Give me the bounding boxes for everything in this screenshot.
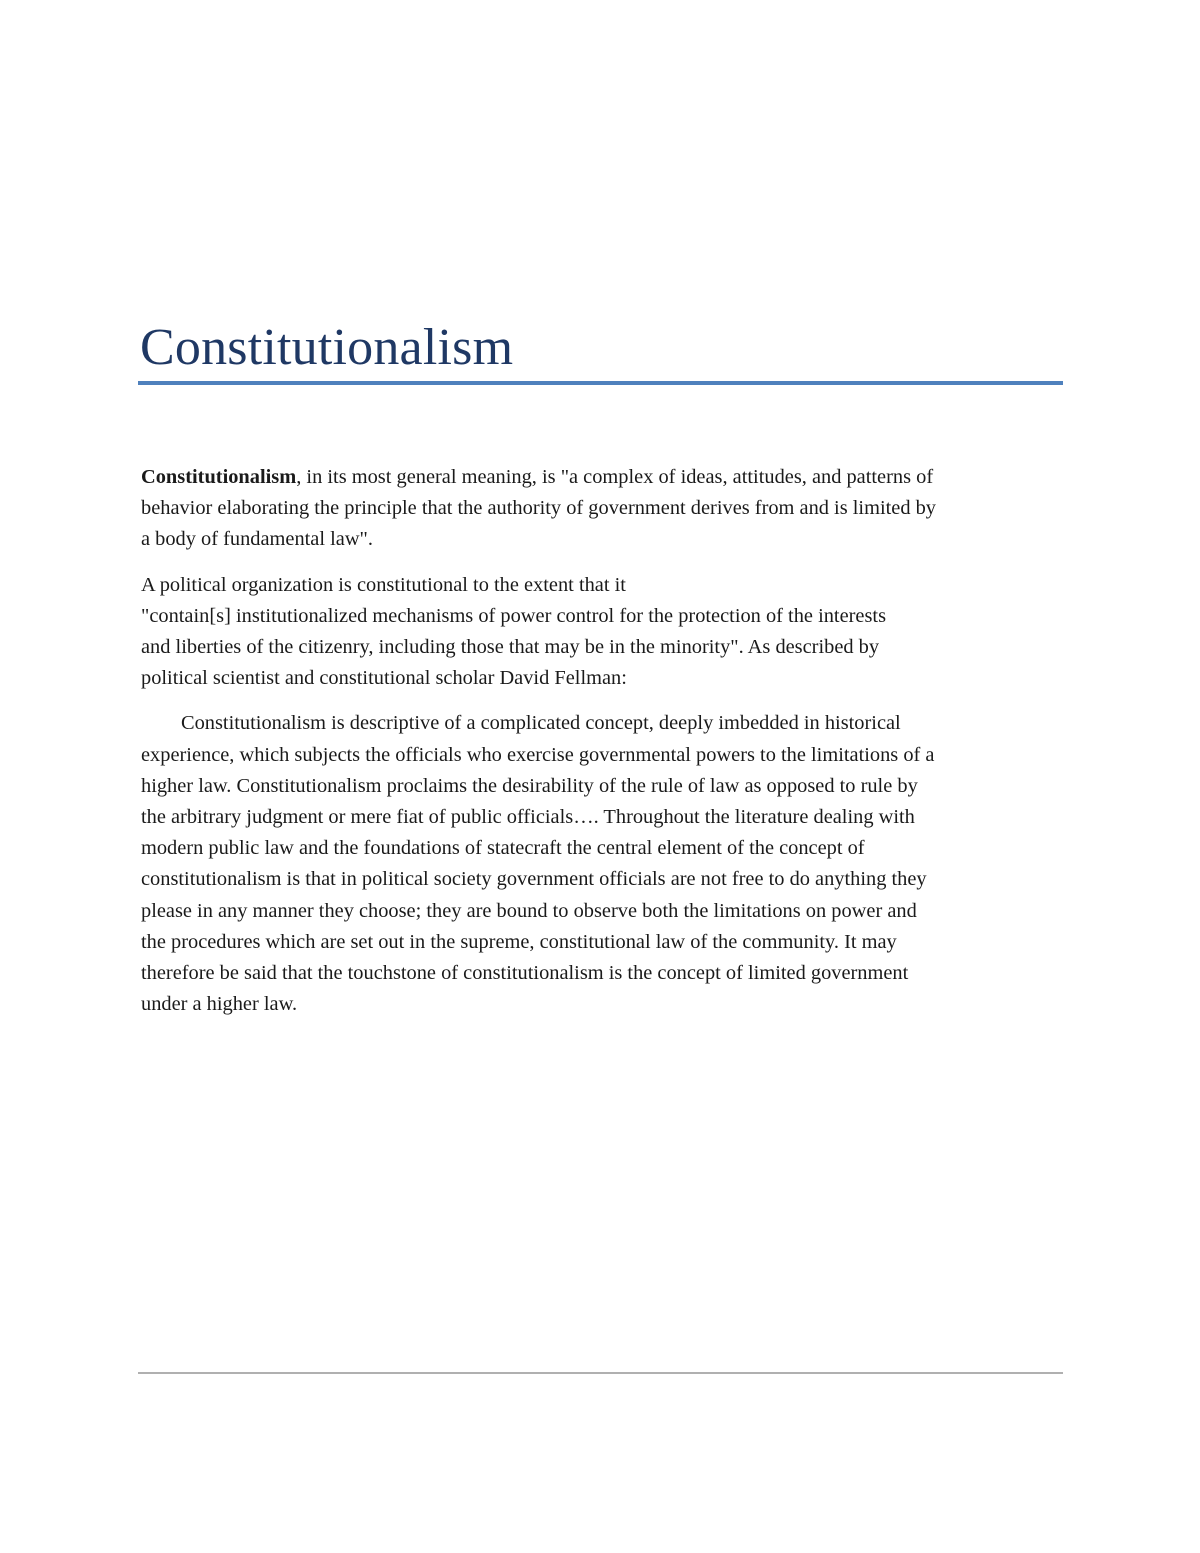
quote-line: therefore be said that the touchstone of constitutionalism is the concept of limited government bbox=[141, 962, 909, 985]
title-underline-rule bbox=[138, 381, 1063, 385]
quote-line: the procedures which are set out in the supreme, constitutional law of the community. It may bbox=[141, 930, 897, 953]
quote-line: the arbitrary judgment or mere fiat of public officials…. Throughout the literature dealing with bbox=[141, 806, 915, 829]
paragraph-line bbox=[141, 462, 1066, 493]
quote-line: constitutionalism is that in political society government officials are not free to do anything they bbox=[141, 868, 927, 891]
paragraph-line: and liberties of the citizenry, including those that may be in the minority". As described by bbox=[141, 636, 880, 659]
lead-term: Constitutionalism bbox=[141, 466, 297, 488]
quote-line: modern public law and the foundations of statecraft the central element of the concept of bbox=[141, 837, 865, 860]
page-title: Constitutionalism bbox=[140, 319, 514, 376]
quote-line: Constitutionalism is descriptive of a complicated concept, deeply imbedded in historical bbox=[181, 712, 901, 735]
block-quote-fellman bbox=[141, 708, 1066, 1020]
footer-rule bbox=[138, 1372, 1063, 1374]
paragraph-line: behavior elaborating the principle that the authority of government derives from and is limited by bbox=[141, 497, 937, 520]
quote-line: experience, which subjects the officials who exercise governmental powers to the limitations of a bbox=[141, 743, 935, 766]
paragraph-line-text: , in its most general meaning, is "a complex of ideas, attitudes, and patterns of bbox=[296, 466, 934, 488]
paragraph-political-organization bbox=[141, 570, 1066, 695]
quote-line: under a higher law. bbox=[141, 993, 298, 1016]
paragraph-line: a body of fundamental law". bbox=[141, 528, 373, 551]
quote-line: higher law. Constitutionalism proclaims the desirability of the rule of law as opposed to rule by bbox=[141, 774, 918, 797]
paragraph-line: "contain[s] institutionalized mechanisms of power control for the protection of the interests bbox=[141, 604, 887, 627]
document-body bbox=[141, 462, 1066, 1034]
quote-line: please in any manner they choose; they are bound to observe both the limitations on power and bbox=[141, 899, 917, 922]
paragraph-definition bbox=[141, 462, 1066, 556]
paragraph-line: political scientist and constitutional scholar David Fellman: bbox=[141, 667, 627, 690]
paragraph-line: A political organization is constitutional to the extent that it bbox=[141, 573, 626, 596]
